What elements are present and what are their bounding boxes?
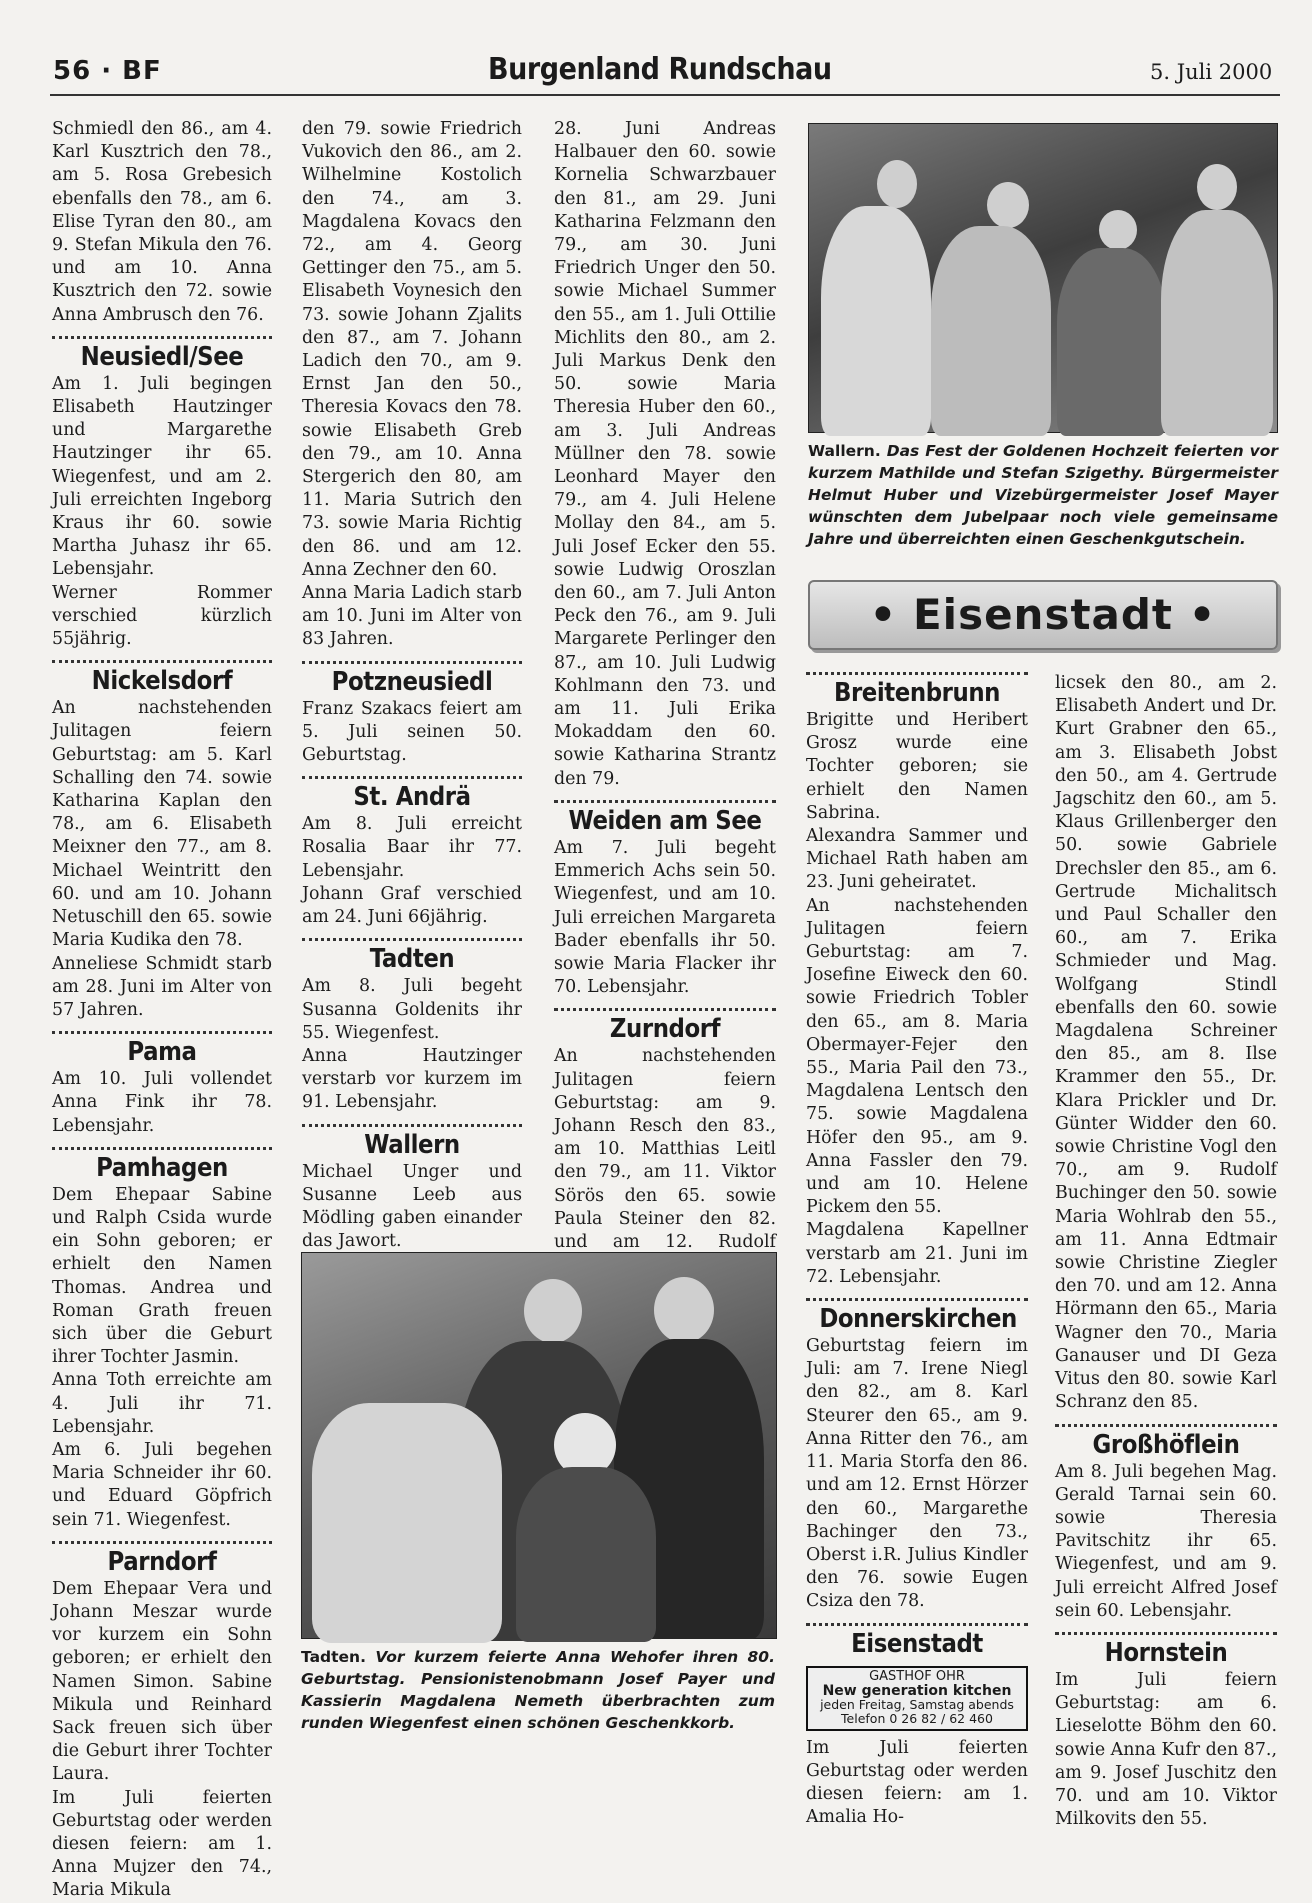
dotted-divider <box>302 661 522 664</box>
caption-text: Vor kurzem feierte Anna Wehofer ihren 80. Geburtstag. Pensionistenobmann Josef Payer und Kassierin Magdalena Nemeth überbrachten zum runden Wiegenfest einen schönen Geschenkkorb. <box>301 1648 775 1732</box>
section-heading-hornstein: Hornstein <box>1104 1637 1228 1668</box>
article-text: Am 8. Juli erreicht Rosalia Baar ihr 77. Lebensjahr. <box>302 814 522 881</box>
article-text: Am 8. Juli begeht Susanna Goldenits ihr 55. Wiegenfest. <box>302 976 522 1043</box>
page-header <box>0 0 1312 96</box>
article-text: Anna Toth erreichte am 4. Juli ihr 71. Lebensjahr. <box>52 1370 272 1437</box>
banner-title: • Eisenstadt • <box>869 590 1217 639</box>
article-text: An nachstehenden Julitagen feiern Geburtstag: am 5. Karl Schalling den 74. sowie Katharina Kaplan den 78., am 6. Elisabeth Meixner den 77., am 8. Michael Weintritt den 60. und am 10. Johann Netuschill den 65. sowie Maria Kudika den 78. <box>52 698 272 951</box>
caption-text: Das Fest der Goldenen Hochzeit feierten vor kurzem Mathilde und Stefan Szigethy. Bürgermeister Helmut Huber und Vizebürgermeister Josef Mayer wünschten dem Jubelpaar noch viele gemeinsame Jahre und überreichten einen Geschenkgutschein. <box>808 442 1278 548</box>
article-text: Am 10. Juli vollendet Anna Fink ihr 78. Lebensjahr. <box>52 1069 272 1136</box>
article-text: Johann Graf verschied am 24. Juni 66jährig. <box>302 883 522 928</box>
section-banner-eisenstadt <box>808 580 1278 650</box>
article-text: Michael Unger und Susanne Leeb aus Mödling gaben einander das Jawort. <box>302 1161 522 1252</box>
section-heading-eisenstadt: Eisenstadt <box>851 1628 983 1659</box>
section-heading-tadten: Tadten <box>369 944 455 975</box>
section-heading-donnerskirchen: Donnerskirchen <box>819 1304 1017 1335</box>
article-text: Brigitte und Heribert Grosz wurde eine Tochter geboren; sie erhielt den Namen Sabrina. <box>806 710 1028 823</box>
page-number: 56 · BF <box>53 56 162 86</box>
photo-gift-basket <box>312 1403 502 1643</box>
header-rule <box>50 94 1280 96</box>
photo-person <box>1197 164 1237 210</box>
dotted-divider <box>52 1031 272 1034</box>
ad-name: GASTHOF OHR <box>869 1668 965 1684</box>
article-text: Alexandra Sammer und Michael Rath haben am 23. Juni geheiratet. <box>806 826 1028 893</box>
article-text: Im Juli feierten Geburtstag oder werden diesen feiern: am 1. Amalia Ho- <box>806 1737 1028 1828</box>
dotted-divider <box>52 660 272 663</box>
section-heading-pama: Pama <box>127 1037 197 1068</box>
photo-80th-birthday <box>301 1252 777 1639</box>
article-text: Am 1. Juli begingen Elisabeth Hautzinger und Margarethe Hautzinger ihr 65. Wiegenfest, und am 2. Juli erreichten Ingeborg Kraus ihr 60. sowie Martha Juhasz ihr 65. Lebensjahr. <box>52 373 272 580</box>
section-heading-grosshoeflein: Großhöflein <box>1092 1429 1240 1460</box>
dotted-divider <box>1055 1632 1277 1635</box>
article-text: Magdalena Kapellner verstarb am 21. Juni im 72. Lebensjahr. <box>806 1220 1028 1287</box>
dotted-divider <box>806 1298 1028 1301</box>
article-text: Am 7. Juli begeht Emmerich Achs sein 50. Wiegenfest, und am 10. Juli erreichen Margareta Bader ebenfalls ihr 50. sowie Maria Flacker ihr 70. Lebensjahr. <box>554 837 776 998</box>
article-text: Franz Szakacs feiert am 5. Juli seinen 50. Geburtstag. <box>302 698 522 766</box>
section-heading-potzneusiedl: Potzneusiedl <box>331 666 493 697</box>
photo-caption-tadten <box>301 1646 775 1734</box>
column-4 <box>806 672 1028 1828</box>
section-heading-zurndorf: Zurndorf <box>609 1014 721 1045</box>
article-text: Anna Maria Ladich starb am 10. Juni im Alter von 83 Jahren. <box>302 583 522 650</box>
photo-person <box>1161 210 1273 436</box>
advertisement-gasthof <box>806 1666 1028 1731</box>
dotted-divider <box>806 672 1028 675</box>
article-text: Am 8. Juli begehen Mag. Gerald Tarnai sein 60. sowie Theresia Pavitschitz ihr 65. Wiegenfest, und am 9. Juli erreicht Alfred Josef sein 60. Lebensjahr. <box>1055 1461 1277 1621</box>
photo-person <box>987 182 1029 228</box>
section-heading-parndorf: Parndorf <box>107 1546 217 1577</box>
photo-caption-wallern <box>808 440 1278 550</box>
photo-golden-wedding <box>808 123 1278 433</box>
dotted-divider <box>302 938 522 941</box>
photo-person <box>1057 248 1167 436</box>
section-heading-neusiedl: Neusiedl/See <box>80 341 244 372</box>
ad-hours: jeden Freitag, Samstag abends <box>820 1696 1014 1712</box>
ad-slogan: New generation kitchen <box>822 1682 1012 1699</box>
article-text: Anna Hautzinger verstarb vor kurzem im 91. Lebensjahr. <box>302 1045 522 1113</box>
issue-date: 5. Juli 2000 <box>1150 60 1273 84</box>
dotted-divider <box>302 776 522 779</box>
dotted-divider <box>52 1147 272 1150</box>
photo-person <box>821 206 931 436</box>
photo-person <box>524 1279 582 1343</box>
article-text: Dem Ehepaar Sabine und Ralph Csida wurde ein Sohn geboren; er erhielt den Namen Thomas. Andrea und Roman Grath freuen sich über die Geburt ihrer Tochter Jasmin. <box>52 1184 272 1368</box>
dotted-divider <box>52 336 272 339</box>
article-text: Am 6. Juli begehen Maria Schneider ihr 60. und Eduard Göpfrich sein 71. Wiegenfest. <box>52 1439 272 1530</box>
newspaper-title: Burgenland Rundschau <box>488 52 832 87</box>
article-text: Im Juli feierten Geburtstag oder werden diesen feiern: am 1. Anna Mujzer den 74., Maria Mikula <box>52 1787 272 1901</box>
article-text: Geburtstag feiern im Juli: am 7. Irene Niegl den 82., am 8. Karl Steurer den 65., am 9. Anna Ritter den 76., am 11. Maria Storfa den 86. und am 12. Ernst Hörzer den 60., Margarethe Bachinger den 73., Oberst i.R. Julius Kindler den 76. sowie Eugen Csiza den 78. <box>806 1336 1028 1612</box>
section-heading-nickelsdorf: Nickelsdorf <box>91 666 233 697</box>
column-3 <box>554 118 776 1252</box>
section-heading-st-andrae: St. Andrä <box>353 782 471 813</box>
photo-person <box>1099 210 1137 250</box>
article-text: Anneliese Schmidt starb am 28. Juni im Alter von 57 Jahren. <box>52 953 272 1020</box>
dotted-divider <box>806 1623 1028 1626</box>
section-heading-pamhagen: Pamhagen <box>96 1152 228 1183</box>
dotted-divider <box>554 800 776 803</box>
caption-place: Tadten. <box>301 1648 366 1666</box>
article-text: Im Juli feiern Geburtstag: am 6. Lieselotte Böhm den 60. sowie Anna Kufr den 87., am 9. Josef Juschitz den 70. und am 10. Viktor Milkovits den 55. <box>1055 1669 1277 1830</box>
article-text: licsek den 80., am 2. Elisabeth Andert und Dr. Kurt Grabner den 65., am 3. Elisabeth Jobst den 50., am 4. Gertrude Jagschitz den 60., am 5. Klaus Grillenberger den 50. sowie Gabriele Drechsler den 85., am 6. Gertrude Michalitsch und Paul Schaller den 60., am 7. Erika Schmieder und Mag. Wolfgang Stindl ebenfalls den 60. sowie Magdalena Schreiner den 85., am 8. Ilse Krammer den 55., Dr. Klara Prickler und Dr. Günter Widder den 60. sowie Christine Vogl den 70., am 9. Rudolf Buchinger den 50. sowie Maria Wohlrab den 55., am 11. Anna Edtmair sowie Christine Ziegler den 70. und am 12. Anna Hörmann den 65., Maria Wagner den 70., Maria Ganauser und DI Geza Vitus den 80. sowie Karl Schranz den 85. <box>1055 673 1277 1413</box>
photo-person <box>931 226 1051 436</box>
article-text: den 79. sowie Friedrich Vukovich den 86., am 2. Wilhelmine Kostolich den 74., am 3. Magdalena Kovacs den 72., am 4. Georg Gettinger den 75., am 5. Elisabeth Voynesich den 73. sowie Johann Zjalits den 87., am 7. Johann Ladich den 70., am 9. Ernst Jan den 50., Theresia Kovacs den 78. sowie Elisabeth Greb den 79., am 10. Anna Stergerich den 80, am 11. Maria Sutrich den 73. sowie Maria Richtig den 86. und am 12. Anna Zechner den 60. <box>302 119 522 580</box>
section-heading-wallern: Wallern <box>364 1129 460 1160</box>
article-text: An nachstehenden Julitagen feiern Geburtstag: am 9. Johann Resch den 83., am 10. Matthias Leitl den 79., am 11. Viktor Sörös den 65. sowie Paula Steiner den 82. und am 12. Rudolf <box>554 1046 776 1252</box>
dotted-divider <box>52 1541 272 1544</box>
dotted-divider <box>1055 1424 1277 1427</box>
section-heading-breitenbrunn: Breitenbrunn <box>833 678 1001 708</box>
caption-place: Wallern. <box>808 442 881 460</box>
dotted-divider <box>554 1008 776 1011</box>
photo-person <box>516 1467 656 1642</box>
column-2 <box>302 118 522 1252</box>
photo-person <box>877 160 917 208</box>
article-text: Schmiedl den 86., am 4. Karl Kusztrich den 78., am 5. Rosa Grebesich ebenfalls den 78., am 6. Elise Tyran den 80., am 9. Stefan Mikula den 76. und am 10. Anna Kusztrich den 72. sowie Anna Ambrusch den 76. <box>52 119 272 325</box>
article-text: Dem Ehepaar Vera und Johann Meszar wurde vor kurzem ein Sohn geboren; er erhielt den Namen Simon. Sabine Mikula und Reinhard Sack freuen sich über die Geburt ihrer Tochter Laura. <box>52 1578 272 1785</box>
section-heading-weiden: Weiden am See <box>568 805 762 836</box>
article-text: Werner Rommer verschied kürzlich 55jährig. <box>52 582 272 650</box>
ad-phone: Telefon 0 26 82 / 62 460 <box>841 1710 993 1726</box>
column-1 <box>52 118 272 1901</box>
photo-person <box>654 1277 714 1343</box>
dotted-divider <box>302 1124 522 1127</box>
article-text: 28. Juni Andreas Halbauer den 60. sowie Kornelia Schwarzbauer den 81., am 29. Juni Katharina Felzmann den 79., am 30. Juni Friedrich Unger den 50. sowie Michael Summer den 55., am 1. Juli Ottilie Michlits den 80., am 2. Juli Markus Denk den 50. sowie Maria Theresia Huber den 60., am 3. Juli Andreas Müllner den 78. sowie Leonhard Mayer den 79., am 4. Juli Helene Mollay den 84., am 5. Juli Josef Ecker den 55. sowie Ludwig Oroszlan den 60., am 7. Juli Anton Peck den 76., am 9. Juli Margarete Perlinger den 87., am 10. Juli Ludwig Kohlmann den 73. und am 11. Juli Erika Mokaddam den 60. sowie Katharina Strantz den 79. <box>554 119 776 789</box>
column-5 <box>1055 672 1277 1830</box>
article-text: An nachstehenden Julitagen feiern Geburtstag: am 7. Josefine Eiweck den 60. sowie Friedrich Tobler den 65., am 8. Maria Obermayer-Fejer den 55., Maria Pail den 73., Magdalena Lentsch den 75. sowie Magdalena Höfer den 95., am 9. Anna Fassler den 79. und am 10. Helene Pickem den 55. <box>806 895 1028 1218</box>
